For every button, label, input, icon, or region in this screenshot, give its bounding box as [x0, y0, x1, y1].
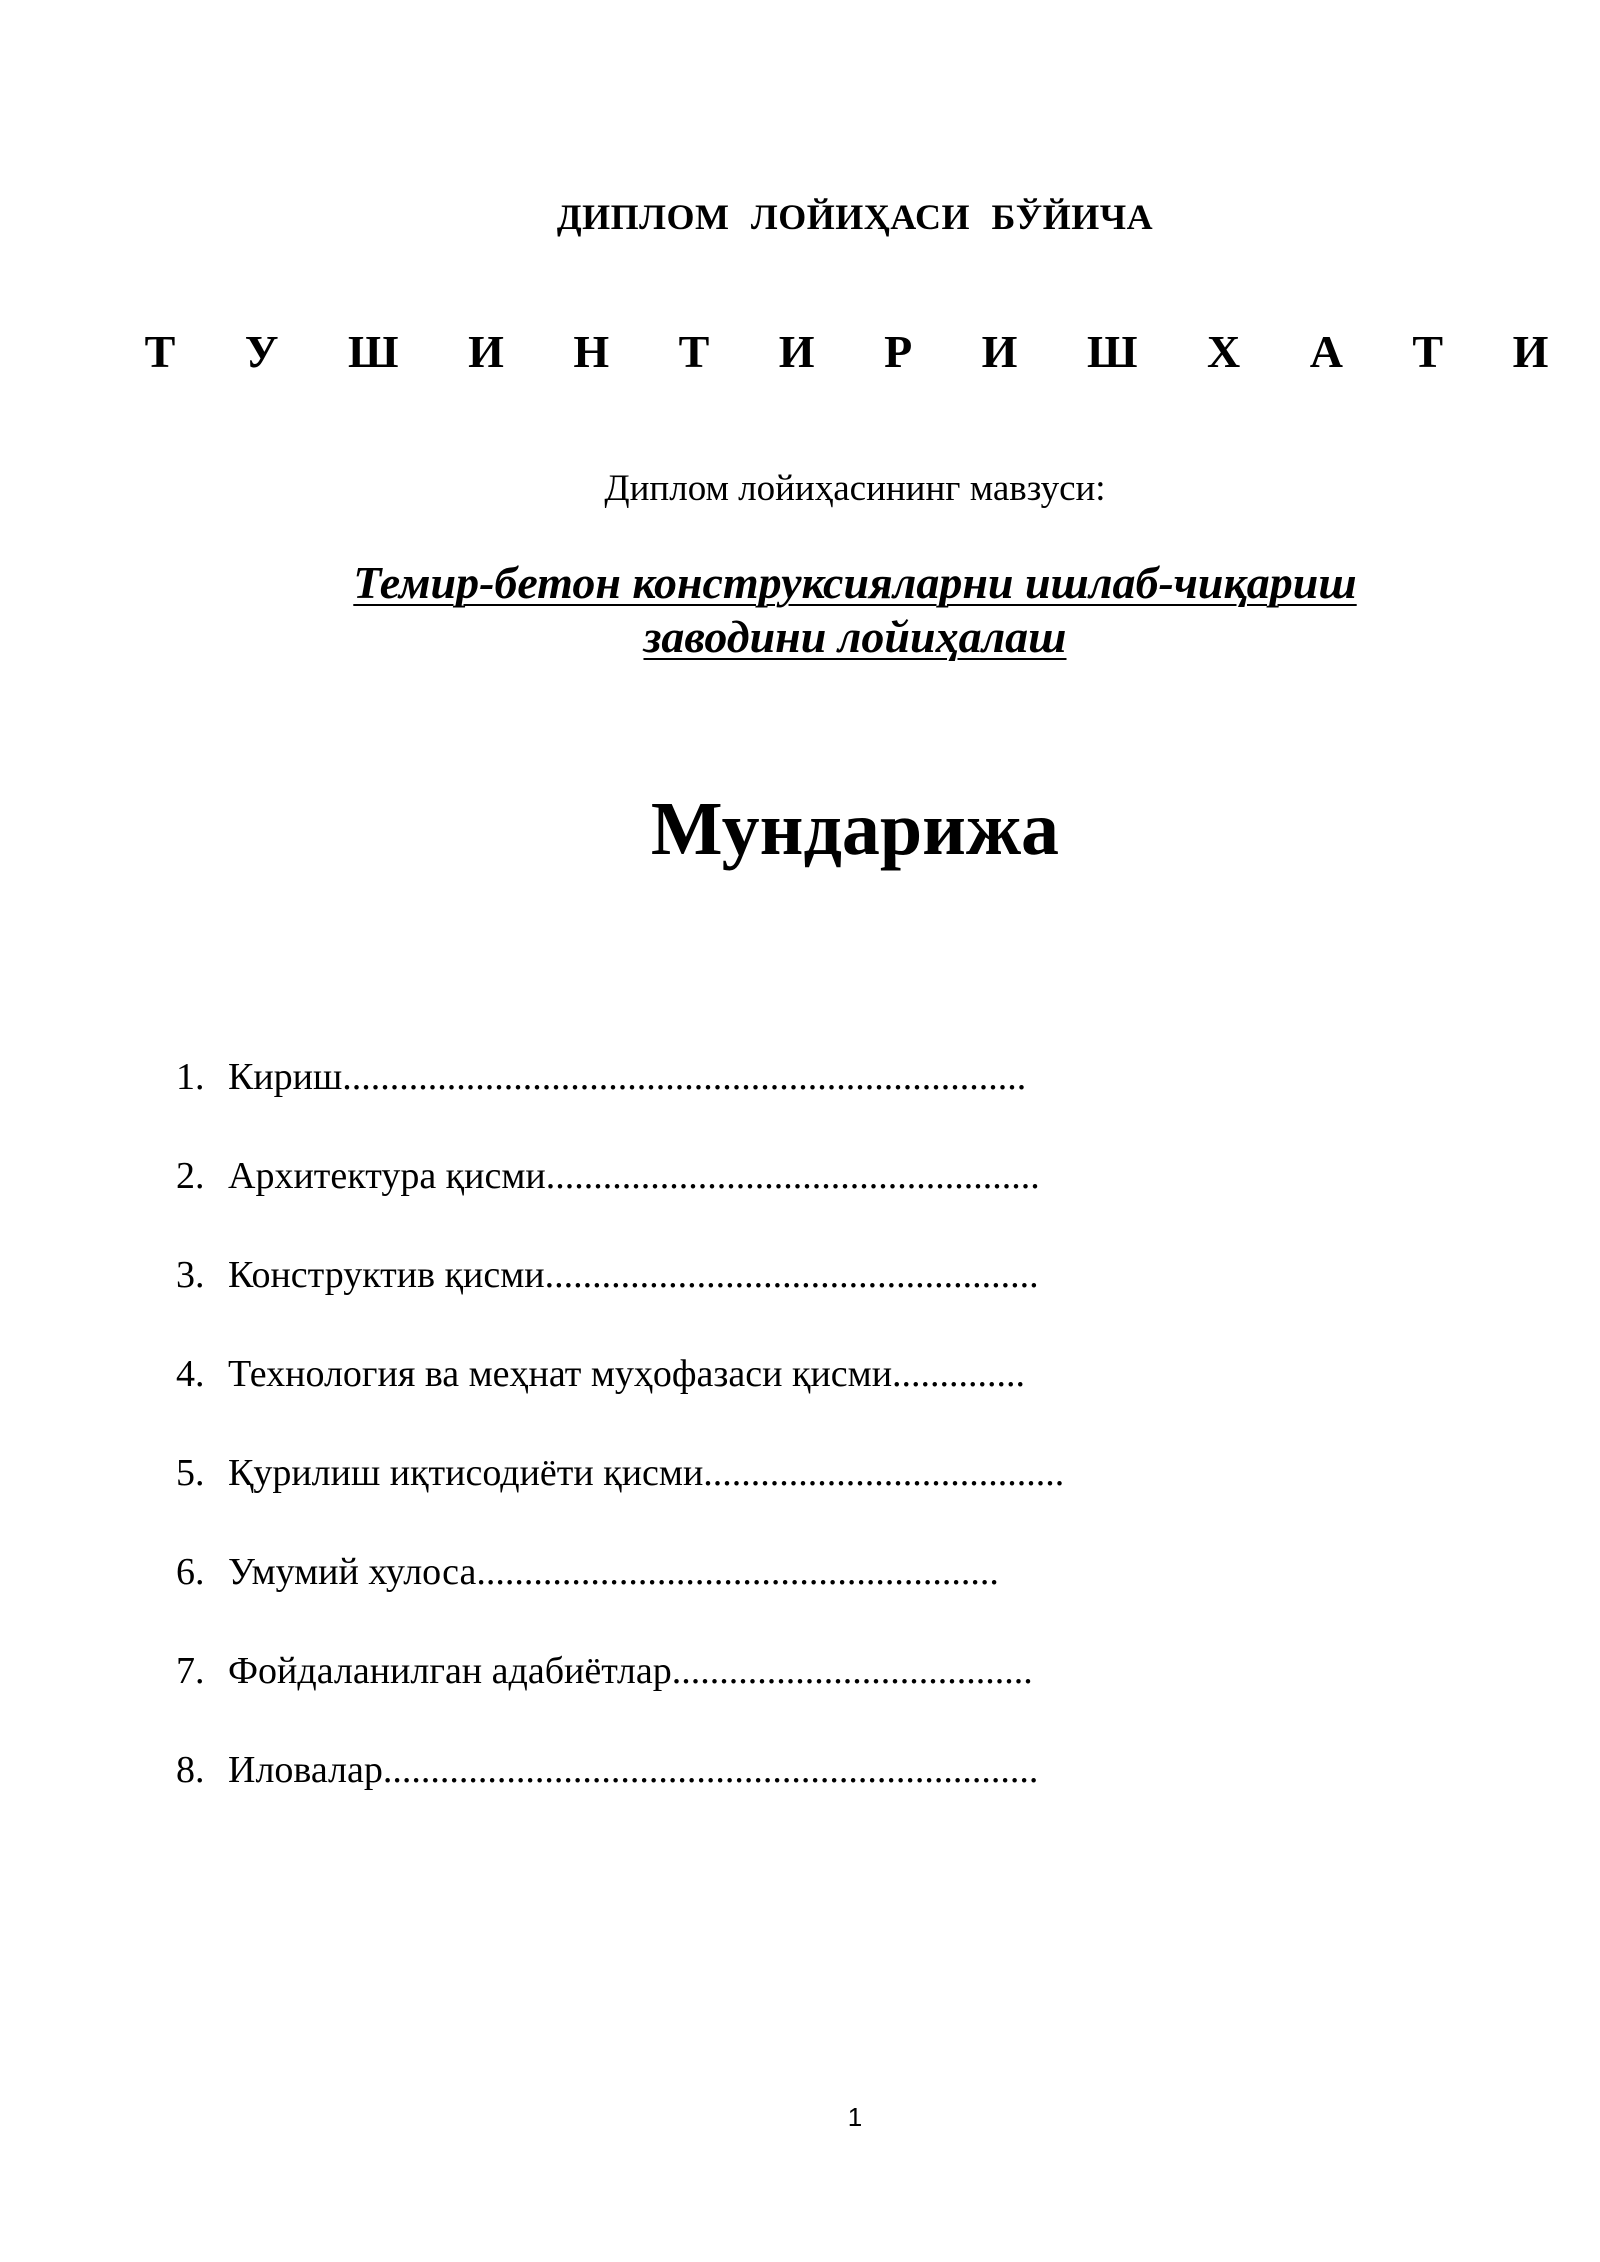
topic-label: Диплом лойиҳасининг мавзуси:: [604, 468, 1106, 509]
toc-item-text: Иловалар.....................................................................: [228, 1749, 1039, 1791]
toc-item: [176, 1448, 1376, 1547]
topic-title: [0, 556, 1600, 664]
toc-item-number: 8.: [176, 1749, 205, 1791]
toc-item-text: Фойдаланилган адабиётлар......................................: [228, 1650, 1033, 1692]
toc-item-number: 6.: [176, 1551, 205, 1593]
toc-item-number: 7.: [176, 1650, 205, 1692]
toc-item-text: Кириш........................................................................: [228, 1056, 1027, 1098]
page-number: 1: [847, 2102, 863, 2132]
toc-item-number: 5.: [176, 1452, 205, 1494]
toc-item-text: Архитектура қисми....................................................: [228, 1155, 1040, 1197]
toc-item: [176, 1646, 1376, 1745]
toc-item-number: 4.: [176, 1353, 205, 1395]
topic-title-line-1: Темир-бетон конструксияларни ишлаб-чиқариш: [353, 557, 1357, 608]
toc-item: [176, 1250, 1376, 1349]
toc-item-text: Қурилиш иқтисодиёти қисми......................................: [228, 1452, 1065, 1494]
topic-title-line-2: заводини лойиҳалаш: [643, 611, 1067, 662]
toc-item: [176, 1547, 1376, 1646]
toc-item-text: Конструктив қисми....................................................: [228, 1254, 1039, 1296]
toc-item-text: Технология ва меҳнат муҳофазаси қисми..............: [228, 1353, 1026, 1395]
toc-item-number: 2.: [176, 1155, 205, 1197]
toc-item-text: Умумий хулоса.......................................................: [228, 1551, 999, 1593]
toc-item: [176, 1151, 1376, 1250]
table-of-contents: [176, 1052, 1376, 1844]
toc-item: [176, 1745, 1376, 1844]
diploma-header: ДИПЛОМ ЛОЙИҲАСИ БЎЙИЧА: [556, 197, 1154, 237]
toc-heading: Мундарижа: [650, 787, 1060, 871]
toc-item-number: 3.: [176, 1254, 205, 1296]
document-title: Т У Ш И Н Т И Р И Ш Х А Т И: [144, 326, 1566, 377]
toc-item: [176, 1349, 1376, 1448]
toc-item: [176, 1052, 1376, 1151]
toc-item-number: 1.: [176, 1056, 205, 1098]
